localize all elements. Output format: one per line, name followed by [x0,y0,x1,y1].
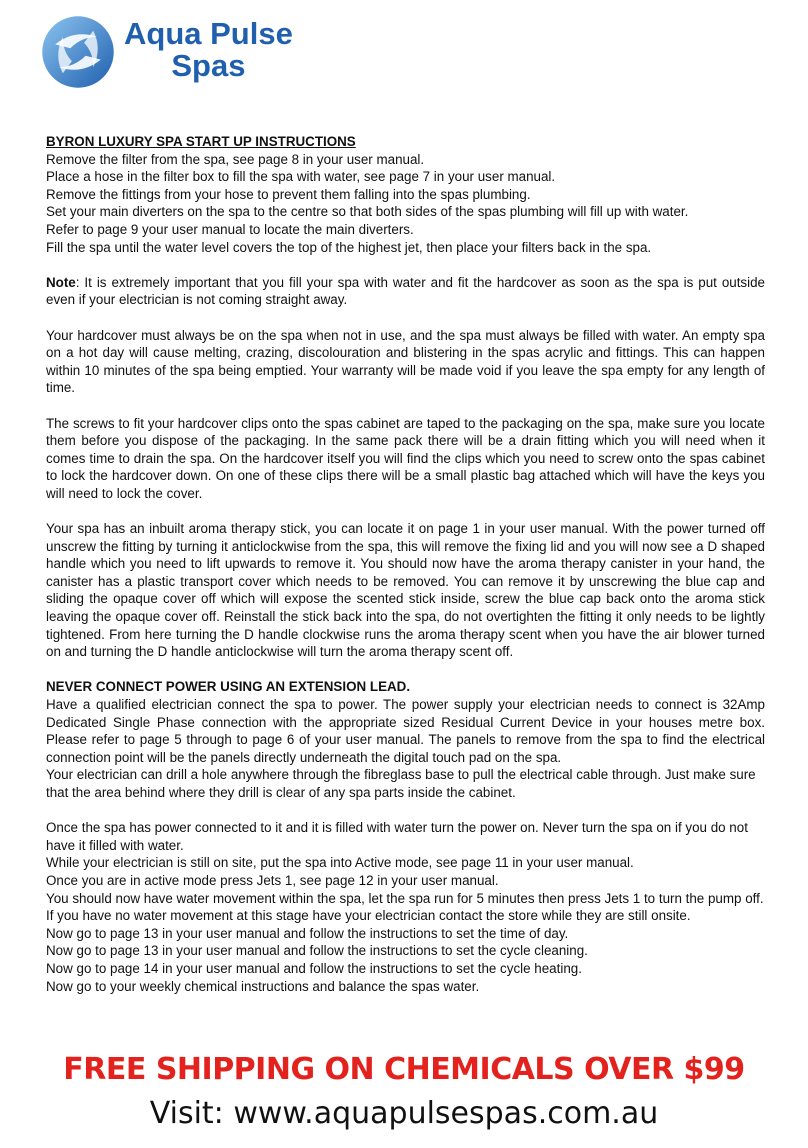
final-line: You should now have water movement within the spa, let the spa run for 5 minutes then press Jets 1 to turn the pump off. [46,890,764,906]
website-link[interactable]: Visit: www.aquapulsespas.com.au [149,1096,659,1131]
intro-line: Remove the fittings from your hose to prevent them falling into the spas plumbing. [46,186,531,202]
final-line: If you have no water movement at this stage have your electrician contact the store while they are still onsite. [46,908,691,924]
brand-name-line2: Spas [171,48,246,83]
swirl-logo-icon [40,14,116,90]
final-line: Now go to your weekly chemical instructions and balance the spas water. [46,978,480,994]
brand-name [124,18,293,82]
power-heading: NEVER CONNECT POWER USING AN EXTENSION LEAD. [46,679,411,695]
intro-line: Place a hose in the filter box to fill the spa with water, see page 7 in your user manual. [46,169,556,185]
final-line: Now go to page 13 in your user manual and follow the instructions to set the cycle cleaning. [46,943,588,959]
power-section [46,678,765,801]
power-para1: Have a qualified electrician connect the spa to power. The power supply your electrician needs to connect is 32Amp Dedicated Single Phase connection with the appropriate sized Residual Current Device in your houses metre box. Please refer to page 5 through to page 6 of your user manual. The panels to remove from the spa to find the electrical connection point will be the panels directly underneath the digital touch pad on the spa. [46,697,765,765]
final-line: Now go to page 14 in your user manual and follow the instructions to set the cycle heating. [46,960,582,976]
intro-line: Refer to page 9 your user manual to locate the main diverters. [46,221,414,237]
intro-line: Fill the spa until the water level covers the top of the highest jet, then place your filters back in the spa. [46,239,652,255]
final-line: While your electrician is still on site, put the spa into Active mode, see page 11 in your user manual. [46,855,634,871]
brand-name-line1: Aqua Pulse [124,16,293,51]
free-shipping-banner: FREE SHIPPING ON CHEMICALS OVER $99 [63,1052,745,1087]
screws-paragraph: The screws to fit your hardcover clips onto the spas cabinet are taped to the packaging on the spa, make sure you locate them before you dispose of the packaging. In the same pack there will be a drain fitting which you will need when it comes time to drain the spa. On the hardcover itself you will find the clips which you need to screw onto the spas cabinet to lock the hardcover down. On one of these clips there will be a small plastic bag attached which will have the keys you will need to lock the cover. [46,415,765,501]
final-steps [46,819,765,995]
final-line: Once you are in active mode press Jets 1, see page 12 in your user manual. [46,872,499,888]
intro-line: Remove the filter from the spa, see page 8 in your user manual. [46,151,425,167]
power-para2: Your electrician can drill a hole anywhere through the fibreglass base to pull the electrical cable through. Just make sure that the area behind where they drill is clear of any spa parts inside the cabinet. [46,767,756,800]
note-label: Note [46,274,76,290]
aroma-paragraph: Your spa has an inbuilt aroma therapy stick, you can locate it on page 1 in your user manual. With the power turned off unscrew the fitting by turning it anticlockwise from the spa, this will remove the fixing lid and you will now see a D shaped handle which you need to lift upwards to remove it. You should now have the aroma therapy canister in your hand, the canister has a plastic transport cover which needs to be removed. You can remove it by unscrewing the blue cap and sliding the opaque cover off which will expose the scented stick inside, screw the blue cap back onto the aroma stick leaving the opaque cover off. Reinstall the stick back into the spa, do not overtighten the fitting it only needs to be lightly tightened. From here turning the D handle clockwise runs the aroma therapy scent when you have the air blower turned on and turning the D handle anticlockwise will turn the aroma therapy scent off. [46,521,765,660]
note-text: : It is extremely important that you fill your spa with water and fit the hardcover as soon as the spa is put outside even if your electrician is not coming straight away. [46,274,765,308]
instructions-body [46,133,765,995]
brand-logo [40,14,340,92]
note-paragraph [46,274,765,309]
final-line: Once the spa has power connected to it and it is filled with water turn the power on. Never turn the spa on if you do not have it filled with water. [46,820,748,853]
hardcover-paragraph: Your hardcover must always be on the spa when not in use, and the spa must always be filled with water. An empty spa on a hot day will cause melting, crazing, discolouration and blistering in the spas acrylic and fittings. This can happen within 10 minutes of the spa being emptied. Your warranty will be made void if you leave the spa empty for any length of time. [46,327,765,396]
final-line: Now go to page 13 in your user manual and follow the instructions to set the time of day. [46,925,569,941]
intro-section [46,133,765,256]
document-title: BYRON LUXURY SPA START UP INSTRUCTIONS [46,134,356,149]
intro-line: Set your main diverters on the spa to the centre so that both sides of the spas plumbing will fill up with water. [46,204,689,220]
